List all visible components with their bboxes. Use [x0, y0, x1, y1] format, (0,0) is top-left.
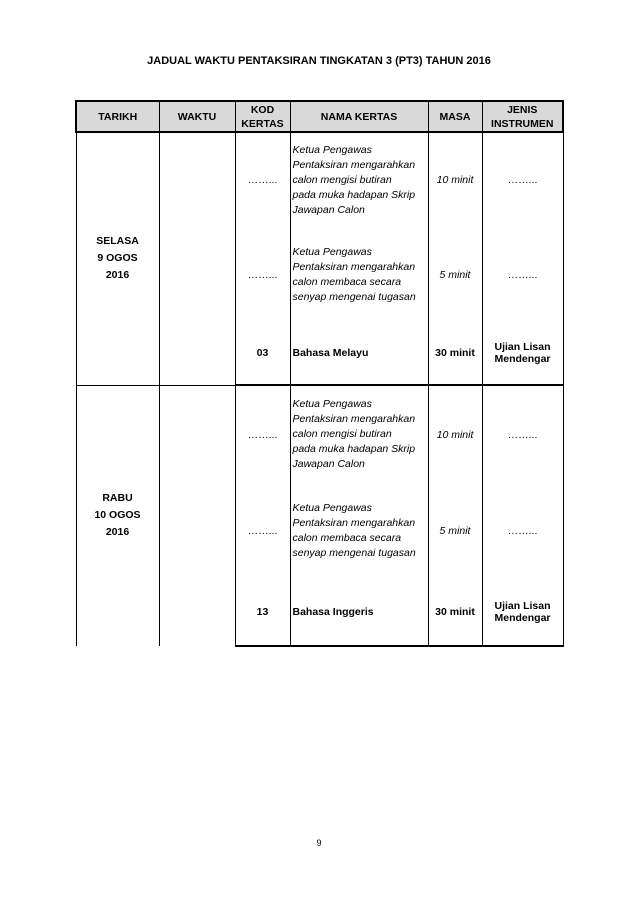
note-line: calon membaca secara	[292, 275, 402, 288]
date-line: RABU	[102, 492, 133, 505]
kod-cell: ……...	[235, 385, 290, 483]
note-line: pada muka hadapan Skrip	[292, 188, 416, 201]
note-line: senyap mengenai tugasan	[292, 546, 416, 559]
jenis-line: Mendengar	[494, 353, 551, 365]
date-line: 2016	[105, 269, 130, 282]
masa-cell: 5 minit	[428, 227, 482, 322]
note-line: Ketua Pengawas	[292, 143, 372, 156]
date-line: 9 OGOS	[97, 252, 138, 265]
instruction-note	[290, 385, 428, 483]
header-row	[76, 101, 563, 132]
date-cell-selasa	[76, 132, 159, 385]
date-line: 10 OGOS	[94, 509, 141, 522]
table-row	[76, 385, 563, 483]
note-line: calon mengisi butiran	[292, 428, 392, 440]
subject-name: Bahasa Inggeris	[290, 578, 428, 646]
note-line: Ketua Pengawas	[292, 398, 372, 410]
jenis-cell	[482, 322, 563, 385]
instruction-note	[290, 227, 428, 322]
kod-cell: ……...	[235, 483, 290, 578]
note-line: senyap mengenai tugasan	[292, 290, 416, 303]
note-line: Pentaksiran mengarahkan	[292, 260, 416, 273]
header-kod-kertas	[235, 101, 290, 132]
date-line: 2016	[105, 526, 130, 539]
masa-cell: 5 minit	[428, 483, 482, 578]
jenis-cell	[482, 578, 563, 646]
page-title: JADUAL WAKTU PENTAKSIRAN TINGKATAN 3 (PT3) TAHUN 2016	[147, 55, 491, 67]
waktu-cell	[159, 385, 235, 646]
header-kod-line2: KERTAS	[241, 117, 284, 130]
note-line: pada muka hadapan Skrip	[292, 443, 416, 455]
header-nama-kertas: NAMA KERTAS	[290, 101, 428, 132]
note-line: Ketua Pengawas	[292, 501, 372, 514]
masa-cell: 10 minit	[428, 132, 482, 227]
note-line: Pentaksiran mengarahkan	[292, 516, 416, 529]
waktu-cell	[159, 132, 235, 385]
kod-cell: 03	[235, 322, 290, 385]
note-line: Pentaksiran mengarahkan	[292, 158, 416, 171]
jenis-line: Mendengar	[494, 611, 551, 624]
masa-cell: 30 minit	[428, 322, 482, 385]
table-row	[76, 132, 563, 227]
subject-name: Bahasa Melayu	[290, 322, 428, 385]
jenis-cell: ……...	[482, 385, 563, 483]
masa-cell: 10 minit	[428, 385, 482, 483]
instruction-note	[290, 132, 428, 227]
header-tarikh: TARIKH	[76, 101, 159, 132]
jenis-cell: ……...	[482, 227, 563, 322]
jenis-cell: ……...	[482, 483, 563, 578]
header-jenis-line2: INSTRUMEN	[491, 117, 554, 130]
page-number: 9	[316, 838, 322, 848]
note-line: calon membaca secara	[292, 531, 402, 544]
jenis-line: Ujian Lisan	[494, 341, 551, 353]
kod-cell: ……...	[235, 227, 290, 322]
instruction-note	[290, 483, 428, 578]
header-masa: MASA	[428, 101, 482, 132]
header-waktu: WAKTU	[159, 101, 235, 132]
jenis-line: Ujian Lisan	[494, 599, 551, 612]
note-line: Jawapan Calon	[292, 203, 365, 216]
note-line: Ketua Pengawas	[292, 245, 372, 258]
masa-cell: 30 minit	[428, 578, 482, 646]
header-jenis-line1: JENIS	[507, 103, 538, 116]
kod-cell: 13	[235, 578, 290, 646]
note-line: calon mengisi butiran	[292, 173, 392, 186]
note-line: Pentaksiran mengarahkan	[292, 413, 416, 425]
header-jenis-instrumen	[482, 101, 563, 132]
kod-cell: ……...	[235, 132, 290, 227]
date-cell-rabu	[76, 385, 159, 646]
timetable	[75, 100, 564, 647]
header-kod-line1: KOD	[250, 103, 275, 116]
note-line: Jawapan Calon	[292, 458, 365, 470]
date-line: SELASA	[96, 235, 139, 248]
jenis-cell: ……...	[482, 132, 563, 227]
